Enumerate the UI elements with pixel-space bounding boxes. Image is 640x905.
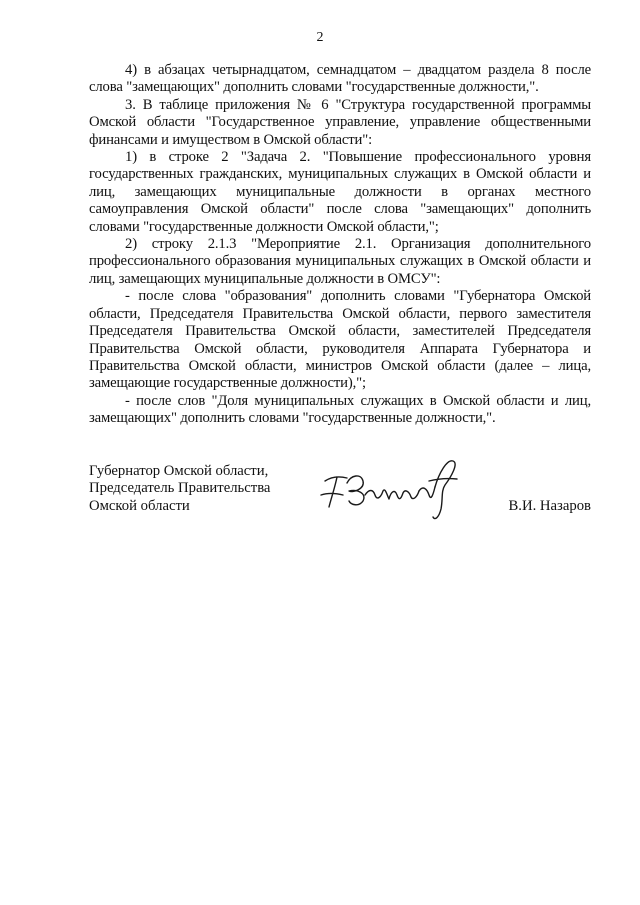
signatory-name: В.И. Назаров xyxy=(508,498,591,514)
handwritten-signature xyxy=(317,455,477,525)
paragraph-clause-4: 4) в абзацах четырнадцатом, семнадцатом – двадцатом раздела 8 после слова "замещающих" дополнить словами "государственные должности,". xyxy=(89,62,591,96)
signatory-title-line: Председатель Правительства xyxy=(89,480,271,497)
signatory-title-line: Губернатор Омской области, xyxy=(89,463,269,479)
page-number: 2 xyxy=(316,30,324,45)
paragraph-dash-item-2: - после слов "Доля муниципальных служащих в Омской области и лиц, замещающих" дополнить словами "государственные должности,". xyxy=(89,392,591,427)
paragraph-subclause-2: 2) строку 2.1.3 "Мероприятие 2.1. Организация дополнительного профессионального образования муниципальных служащих в Омской области и лиц, замещающих муниципальные должности в ОМСУ": xyxy=(89,236,591,287)
paragraph-subclause-1: 1) в строке 2 "Задача 2. "Повышение профессионального уровня государственных гражданских, муниципальных служащих в Омской области и лиц, замещающих муниципальные должности в органах местного самоуправления Омской области" после слова "замещающих" дополнить словами "государственные должности Омской области,"; xyxy=(89,149,591,235)
document-body xyxy=(89,62,591,428)
signatory-title xyxy=(89,463,270,515)
paragraph-dash-item-1: - после слова "образования" дополнить словами "Губернатора Омской области, Председателя Правительства Омской области, первого заместителя Председателя Правительства Омской области, заместителей Председателя Правительства Омской области, руководителя Аппарата Губернатора и Правительства Омской области, министров Омской области (далее – лица, замещающие государственные должности),"; xyxy=(89,288,591,392)
paragraph-clause-3-table: 3. В таблице приложения № 6 "Структура государственной программы Омской области "Государственное управление, управление общественными финансами и имуществом в Омской области": xyxy=(89,96,591,148)
signatory-title-line: Омской области xyxy=(89,497,190,514)
signature-block xyxy=(89,463,591,523)
